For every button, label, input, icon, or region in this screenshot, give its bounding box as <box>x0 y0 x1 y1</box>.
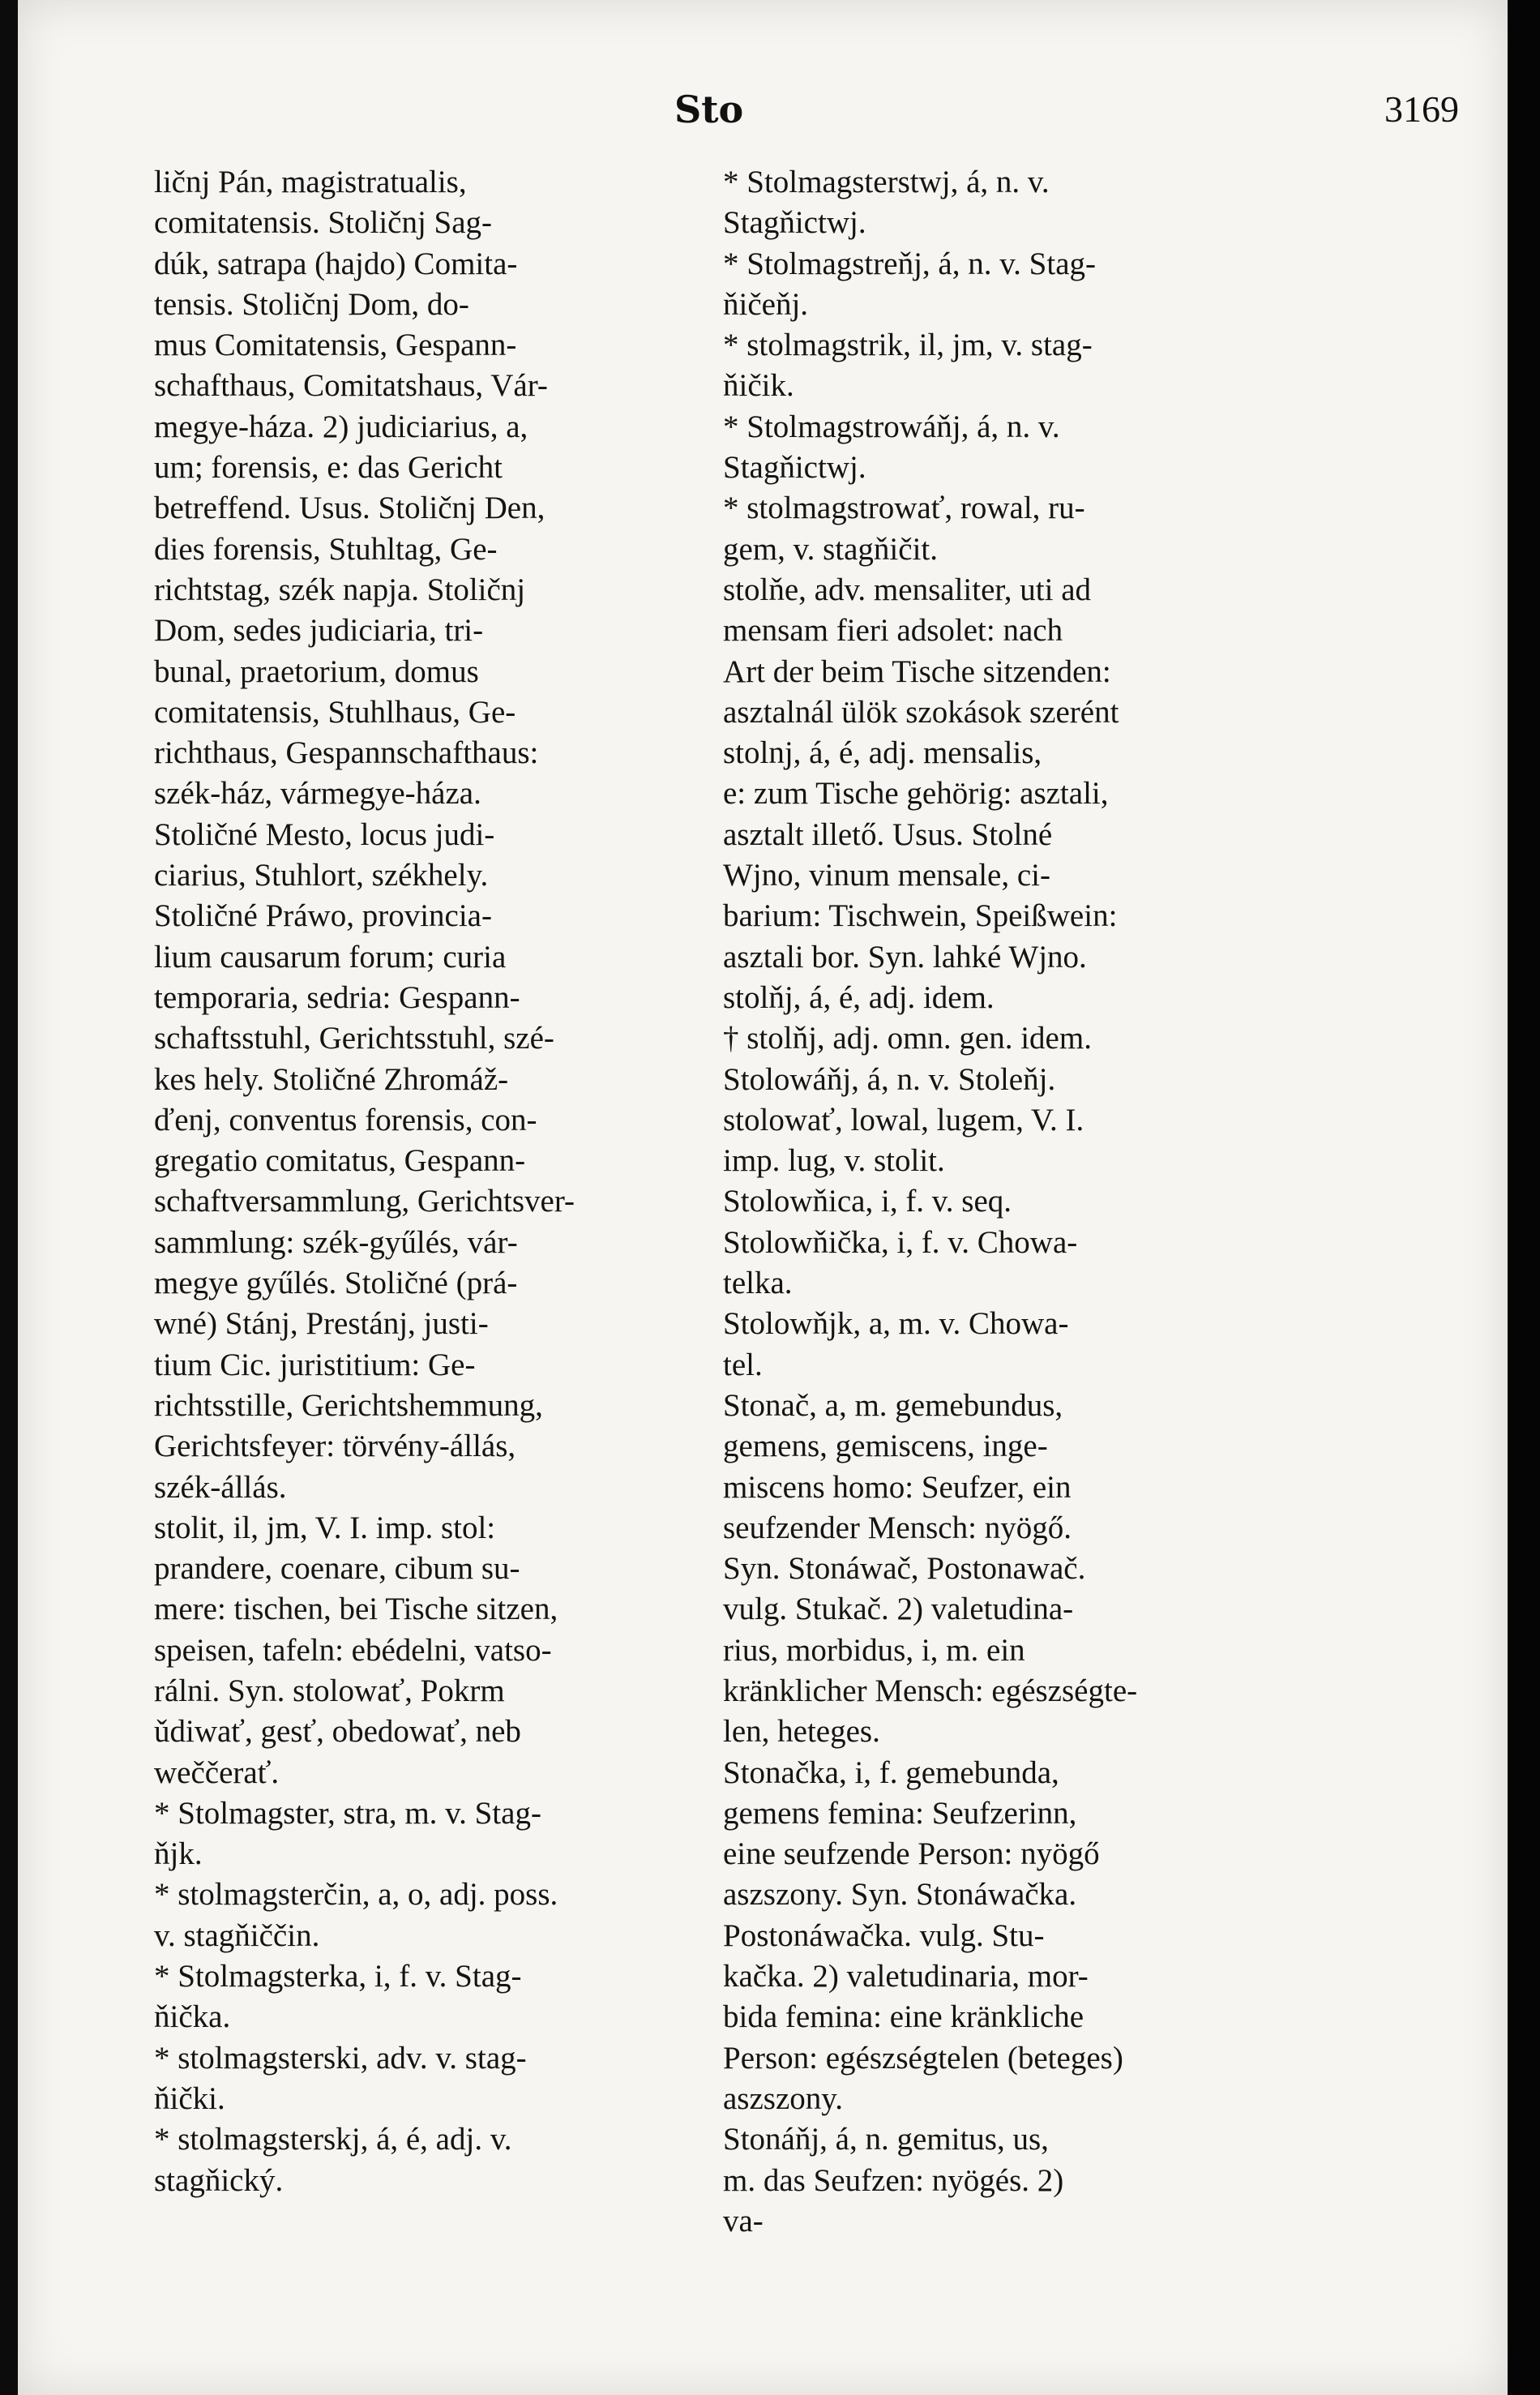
text-line: ňjk. <box>154 1836 203 1872</box>
text-line: kes hely. Stoličné Zhromáž- <box>154 1061 509 1097</box>
text-line: Dom, sedes judiciaria, tri- <box>154 613 484 649</box>
text-line: * stolmagsterski, adv. v. stag- <box>154 2040 527 2076</box>
right-column <box>723 162 1323 2242</box>
text-line: um; forensis, e: das Gericht <box>154 450 503 486</box>
text-line: kränklicher Mensch: egészségte- <box>723 1673 1138 1708</box>
text-line: barium: Tischwein, Speißwein: <box>723 898 1118 934</box>
text-line: tensis. Stoličnj Dom, do- <box>154 286 469 322</box>
text-line: ǔdiwať, gesť, obedowať, neb <box>154 1714 521 1750</box>
text-line: Stoličné Mesto, locus judi- <box>154 816 495 852</box>
text-line: e: zum Tische gehörig: asztali, <box>723 776 1109 812</box>
text-line: megye gyűlés. Stoličné (prá- <box>154 1266 518 1301</box>
text-line: Stagňictwj. <box>723 205 866 241</box>
text-line: * stolmagsterčin, a, o, adj. poss. <box>154 1877 558 1913</box>
text-line: Stagňictwj. <box>723 450 866 486</box>
text-line: megye-háza. 2) judiciarius, a, <box>154 409 528 444</box>
text-line: gemens, gemiscens, inge- <box>723 1429 1048 1464</box>
text-line: ňičeňj. <box>723 286 809 322</box>
text-line: lium causarum forum; curia <box>154 939 507 975</box>
text-line: bida femina: eine kränkliche <box>723 1999 1084 2035</box>
text-line: Stonač, a, m. gemebundus, <box>723 1387 1063 1423</box>
text-line: Wjno, vinum mensale, ci- <box>723 858 1050 893</box>
text-line: stolňe, adv. mensaliter, uti ad <box>723 572 1092 607</box>
text-line: prandere, coenare, cibum su- <box>154 1551 520 1587</box>
text-line: † stolňj, adj. omn. gen. idem. <box>723 1021 1092 1056</box>
text-line: richtsstille, Gerichtshemmung, <box>154 1387 543 1423</box>
text-line: ňički. <box>154 2080 225 2116</box>
text-line: Stolowáňj, á, n. v. Stoleňj. <box>723 1061 1056 1097</box>
text-line: gemens femina: Seufzerinn, <box>723 1795 1077 1831</box>
text-line: Postonáwačka. vulg. Stu- <box>723 1917 1045 1953</box>
text-line: gregatio comitatus, Gespann- <box>154 1143 526 1179</box>
text-line: aszszony. <box>723 2080 844 2116</box>
text-line: mere: tischen, bei Tische sitzen, <box>154 1592 558 1627</box>
text-line: sammlung: szék-gyűlés, vár- <box>154 1224 518 1260</box>
text-line: v. stagňiččin. <box>154 1917 320 1953</box>
text-line: * Stolmagstreňj, á, n. v. Stag- <box>723 246 1097 281</box>
text-line: rálni. Syn. stolowať, Pokrm <box>154 1673 505 1708</box>
text-line: m. das Seufzen: nyögés. 2) <box>723 2162 1064 2198</box>
text-line: * stolmagstrowať, rowal, ru- <box>723 491 1085 526</box>
text-line: * Stolmagsterka, i, f. v. Stag- <box>154 1959 522 1994</box>
text-line: speisen, tafeln: ebédelni, vatso- <box>154 1632 552 1668</box>
text-line: bunal, praetorium, domus <box>154 653 479 689</box>
left-column <box>154 162 705 2201</box>
text-line: len, heteges. <box>723 1714 880 1750</box>
text-line: tel. <box>723 1347 763 1382</box>
text-line: ciarius, Stuhlort, székhely. <box>154 858 489 893</box>
text-line: dies forensis, Stuhltag, Ge- <box>154 531 498 567</box>
text-line: Stoličné Práwo, provincia- <box>154 898 492 934</box>
text-line: stolnj, á, é, adj. mensalis, <box>723 735 1042 771</box>
text-line: eine seufzende Person: nyögő <box>723 1836 1100 1872</box>
running-head: Sto <box>674 88 744 131</box>
text-line: miscens homo: Seufzer, ein <box>723 1469 1072 1505</box>
text-line: wné) Stánj, Prestánj, justi- <box>154 1306 489 1342</box>
text-line: Stonáňj, á, n. gemitus, us, <box>723 2122 1049 2157</box>
text-line: rius, morbidus, i, m. ein <box>723 1632 1025 1668</box>
text-line: mensam fieri adsolet: nach <box>723 613 1063 649</box>
text-line: richthaus, Gespannschafthaus: <box>154 735 539 771</box>
text-line: comitatensis, Stuhlhaus, Ge- <box>154 694 516 730</box>
text-line: ňička. <box>154 1999 231 2035</box>
text-line: kačka. 2) valetudinaria, mor- <box>723 1959 1089 1994</box>
text-line: stagňický. <box>154 2162 284 2198</box>
text-line: schafthaus, Comitatshaus, Vár- <box>154 368 548 404</box>
text-line: va- <box>723 2203 764 2239</box>
text-line: * stolmagsterskj, á, é, adj. v. <box>154 2122 512 2157</box>
text-line: ďenj, conventus forensis, con- <box>154 1102 537 1138</box>
page-number: 3169 <box>1384 88 1459 130</box>
text-line: Gerichtsfeyer: törvény-állás, <box>154 1429 516 1464</box>
text-line: stolowať, lowal, lugem, V. I. <box>723 1102 1084 1138</box>
text-line: telka. <box>723 1266 793 1301</box>
text-line: Syn. Stonáwač, Postonawač. <box>723 1551 1086 1587</box>
text-line: seufzender Mensch: nyögő. <box>723 1510 1072 1545</box>
text-line: gem, v. stagňičit. <box>723 531 939 567</box>
text-line: stolit, il, jm, V. I. imp. stol: <box>154 1510 496 1545</box>
text-line: * Stolmagsterstwj, á, n. v. <box>723 165 1050 199</box>
scan-edge <box>1508 0 1540 2395</box>
text-line: Stolowňica, i, f. v. seq. <box>723 1184 1012 1219</box>
text-line: imp. lug, v. stolit. <box>723 1143 945 1179</box>
text-line: szék-állás. <box>154 1469 287 1505</box>
text-line: Art der beim Tische sitzenden: <box>723 653 1111 689</box>
text-line: comitatensis. Stoličnj Sag- <box>154 205 493 241</box>
text-line: temporaria, sedria: Gespann- <box>154 979 520 1015</box>
text-line: betreffend. Usus. Stoličnj Den, <box>154 491 545 526</box>
text-line: schaftversammlung, Gerichtsver- <box>154 1184 575 1219</box>
text-line: dúk, satrapa (hajdo) Comita- <box>154 246 518 281</box>
text-line: richtstag, szék napja. Stoličnj <box>154 572 526 607</box>
text-line: stolňj, á, é, adj. idem. <box>723 979 995 1015</box>
text-line: asztalt illető. Usus. Stolné <box>723 816 1053 852</box>
text-line: schaftsstuhl, Gerichtsstuhl, szé- <box>154 1021 554 1056</box>
text-line: Stonačka, i, f. gemebunda, <box>723 1754 1059 1790</box>
text-line: * Stolmagstrowáňj, á, n. v. <box>723 409 1060 444</box>
text-line: mus Comitatensis, Gespann- <box>154 328 517 363</box>
text-line: weččerať. <box>154 1754 280 1790</box>
text-line: * Stolmagster, stra, m. v. Stag- <box>154 1795 541 1831</box>
text-line: Stolowňjk, a, m. v. Chowa- <box>723 1306 1069 1342</box>
text-line: tium Cic. juristitium: Ge- <box>154 1347 476 1382</box>
text-line: Stolowňička, i, f. v. Chowa- <box>723 1224 1078 1260</box>
dictionary-page <box>18 0 1508 2395</box>
text-line: Person: egészségtelen (beteges) <box>723 2040 1123 2076</box>
text-line: szék-ház, vármegye-háza. <box>154 776 481 812</box>
text-line: * stolmagstrik, il, jm, v. stag- <box>723 328 1093 363</box>
page-header <box>18 88 1508 136</box>
text-line: ňičik. <box>723 368 794 404</box>
text-line: vulg. Stukač. 2) valetudina- <box>723 1592 1074 1627</box>
text-line: ličnj Pán, magistratualis, <box>154 165 467 199</box>
text-line: asztalnál ülök szokások szerént <box>723 694 1119 730</box>
text-line: aszszony. Syn. Stonáwačka. <box>723 1877 1077 1913</box>
text-line: asztali bor. Syn. lahké Wjno. <box>723 939 1087 975</box>
